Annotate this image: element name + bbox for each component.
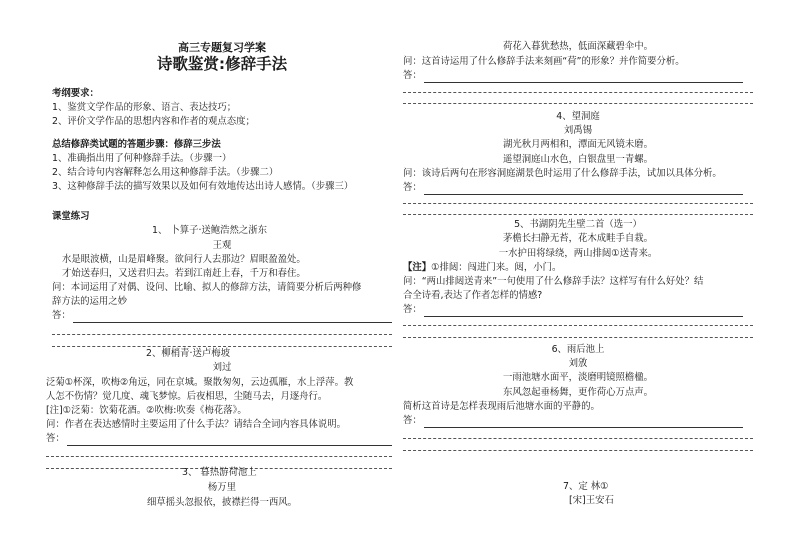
poem4-line: 湖光秋月两相和，潭面无风镜未磨。 [502,139,653,150]
answer-label: 答： [403,70,422,81]
poem1-question: 问：本词运用了对偶、设问、比喻、拟人的修辞方法，请简要分析后两种修 [52,282,362,293]
poem5-title: 5、书湖阴先生壁二首（选一） [514,219,642,230]
answer-line[interactable] [403,438,753,439]
poem4-author: 刘禹锡 [563,125,593,136]
requirements-heading: 考纲要求： [52,88,99,99]
answer-label: 答： [52,310,71,321]
poem2-note: [注]①泛菊：饮菊花酒。②吹梅:吹奏《梅花落》。 [46,405,247,416]
poem1-line: 水是眼波横，山是眉峰聚。欲问行人去那边？眉眼盈盈处。 [62,254,306,265]
poem6-title: 6、雨后池上 [551,344,605,355]
poem2-answer-field[interactable] [46,432,392,446]
poem6-line: 东风忽起垂杨舞，更作荷心万点声。 [502,387,653,398]
answer-line[interactable] [403,92,753,93]
practice-heading: 课堂练习 [52,211,90,222]
step-item: 3、这种修辞手法的描写效果以及如何有效地传达出诗人感情。（步骤三） [52,181,354,192]
poem4-title: 4、望洞庭 [556,111,600,122]
requirement-item: 1、鉴赏文学作品的形象、语言、表达技巧； [52,102,237,113]
step-item: 2、结合诗句内容解释怎么用这种修辞手法。（步骤二） [52,167,279,178]
poem5-question: 合全诗看,表达了作者怎样的情感? [403,290,543,301]
poem1-author: 王观 [212,240,232,251]
answer-line[interactable] [403,450,753,451]
poem6-question: 简析这首诗是怎样表现雨后池塘水面的平静的。 [403,401,600,412]
poem2-question: 问：作者在表达感情时主要运用了什么手法？请结合全词内容具体说明。 [46,419,347,430]
poem5-answer-field[interactable] [403,303,743,317]
poem5-note-text: ①排闼：闯进门来。闼，小门。 [431,262,562,273]
poem5-line: 一水护田将绿绕，两山排闼①送青来。 [498,248,658,259]
poem1-answer-field[interactable] [52,309,392,323]
poem1-line: 才始送春归，又送君归去。若到江南赶上春，千万和春住。 [62,268,306,279]
poem3-author: 杨万里 [207,482,237,493]
poem6-answer-field[interactable] [403,414,743,428]
poem2-author: 刘过 [212,362,232,373]
poem5-note-tag: 【注】 [403,262,432,273]
answer-label: 答： [403,304,422,315]
answer-line[interactable] [403,325,753,326]
answer-line[interactable] [403,337,753,338]
poem4-question: 问：该诗后两句在形容洞庭湖景色时运用了什么修辞手法，试加以具体分析。 [403,168,722,179]
poem3-answer-field[interactable] [403,69,743,83]
poem7-title: 7、定 林① [563,481,609,492]
poem5-note [403,261,561,275]
poem6-author: 刘攽 [568,358,588,369]
poem3-title: 3、 暮热游荷池上 [182,467,257,478]
poem5-line: 茅檐长扫静无苔，花木成畦手自栽。 [502,233,653,244]
poem3-line: 荷花入暮犹愁热，低面深藏碧伞中。 [502,41,653,52]
poem5-question: 问：“两山排闼送青来”一句使用了什么修辞手法？这样写有什么好处？结 [403,276,704,287]
poem4-answer-field[interactable] [403,181,743,195]
poem3-line: 细草摇头忽报依，披襟拦得一西风。 [146,497,297,508]
poem1-title: 1、 卜算子·送鲍浩然之浙东 [152,225,268,236]
poem7-author: [宋]王安石 [569,495,614,506]
answer-line[interactable] [403,103,753,104]
poem6-line: 一雨池塘水面平，淡磨明镜照檐楹。 [502,372,653,383]
page-title: 诗歌鉴赏:修辞手法 [156,55,288,73]
poem2-title: 2、柳梢青·送卢梅坡 [146,348,230,359]
poem1-question: 辞方法的运用之妙 [52,296,128,307]
poem4-line: 遥望洞庭山水色，白银盘里一青螺。 [502,154,653,165]
steps-heading: 总结修辞类试题的答题步骤：修辞三步法 [52,139,221,150]
page-subtitle: 高三专题复习学案 [178,41,266,54]
answer-label: 答： [403,182,422,193]
answer-line[interactable] [403,203,753,204]
answer-line[interactable] [46,456,392,457]
answer-label: 答： [46,433,65,444]
requirement-item: 2、评价文学作品的思想内容和作者的观点态度； [52,116,255,127]
poem3-question: 问：这首诗运用了什么修辞手法来刻画“荷”的形象？并作简要分析。 [403,56,685,67]
step-item: 1、准确指出用了何种修辞手法。（步骤一） [52,153,232,164]
answer-line[interactable] [52,334,392,335]
poem2-line: 人怎不伤情？觉几度、魂飞梦惊。后夜相思，尘随马去，月逐舟行。 [46,391,328,402]
poem2-line: 泛菊①杯深，吹梅②角远，同在京城。聚散匆匆，云边孤雁，水上浮萍。教 [46,377,354,388]
answer-label: 答： [403,415,422,426]
answer-line[interactable] [403,214,753,215]
